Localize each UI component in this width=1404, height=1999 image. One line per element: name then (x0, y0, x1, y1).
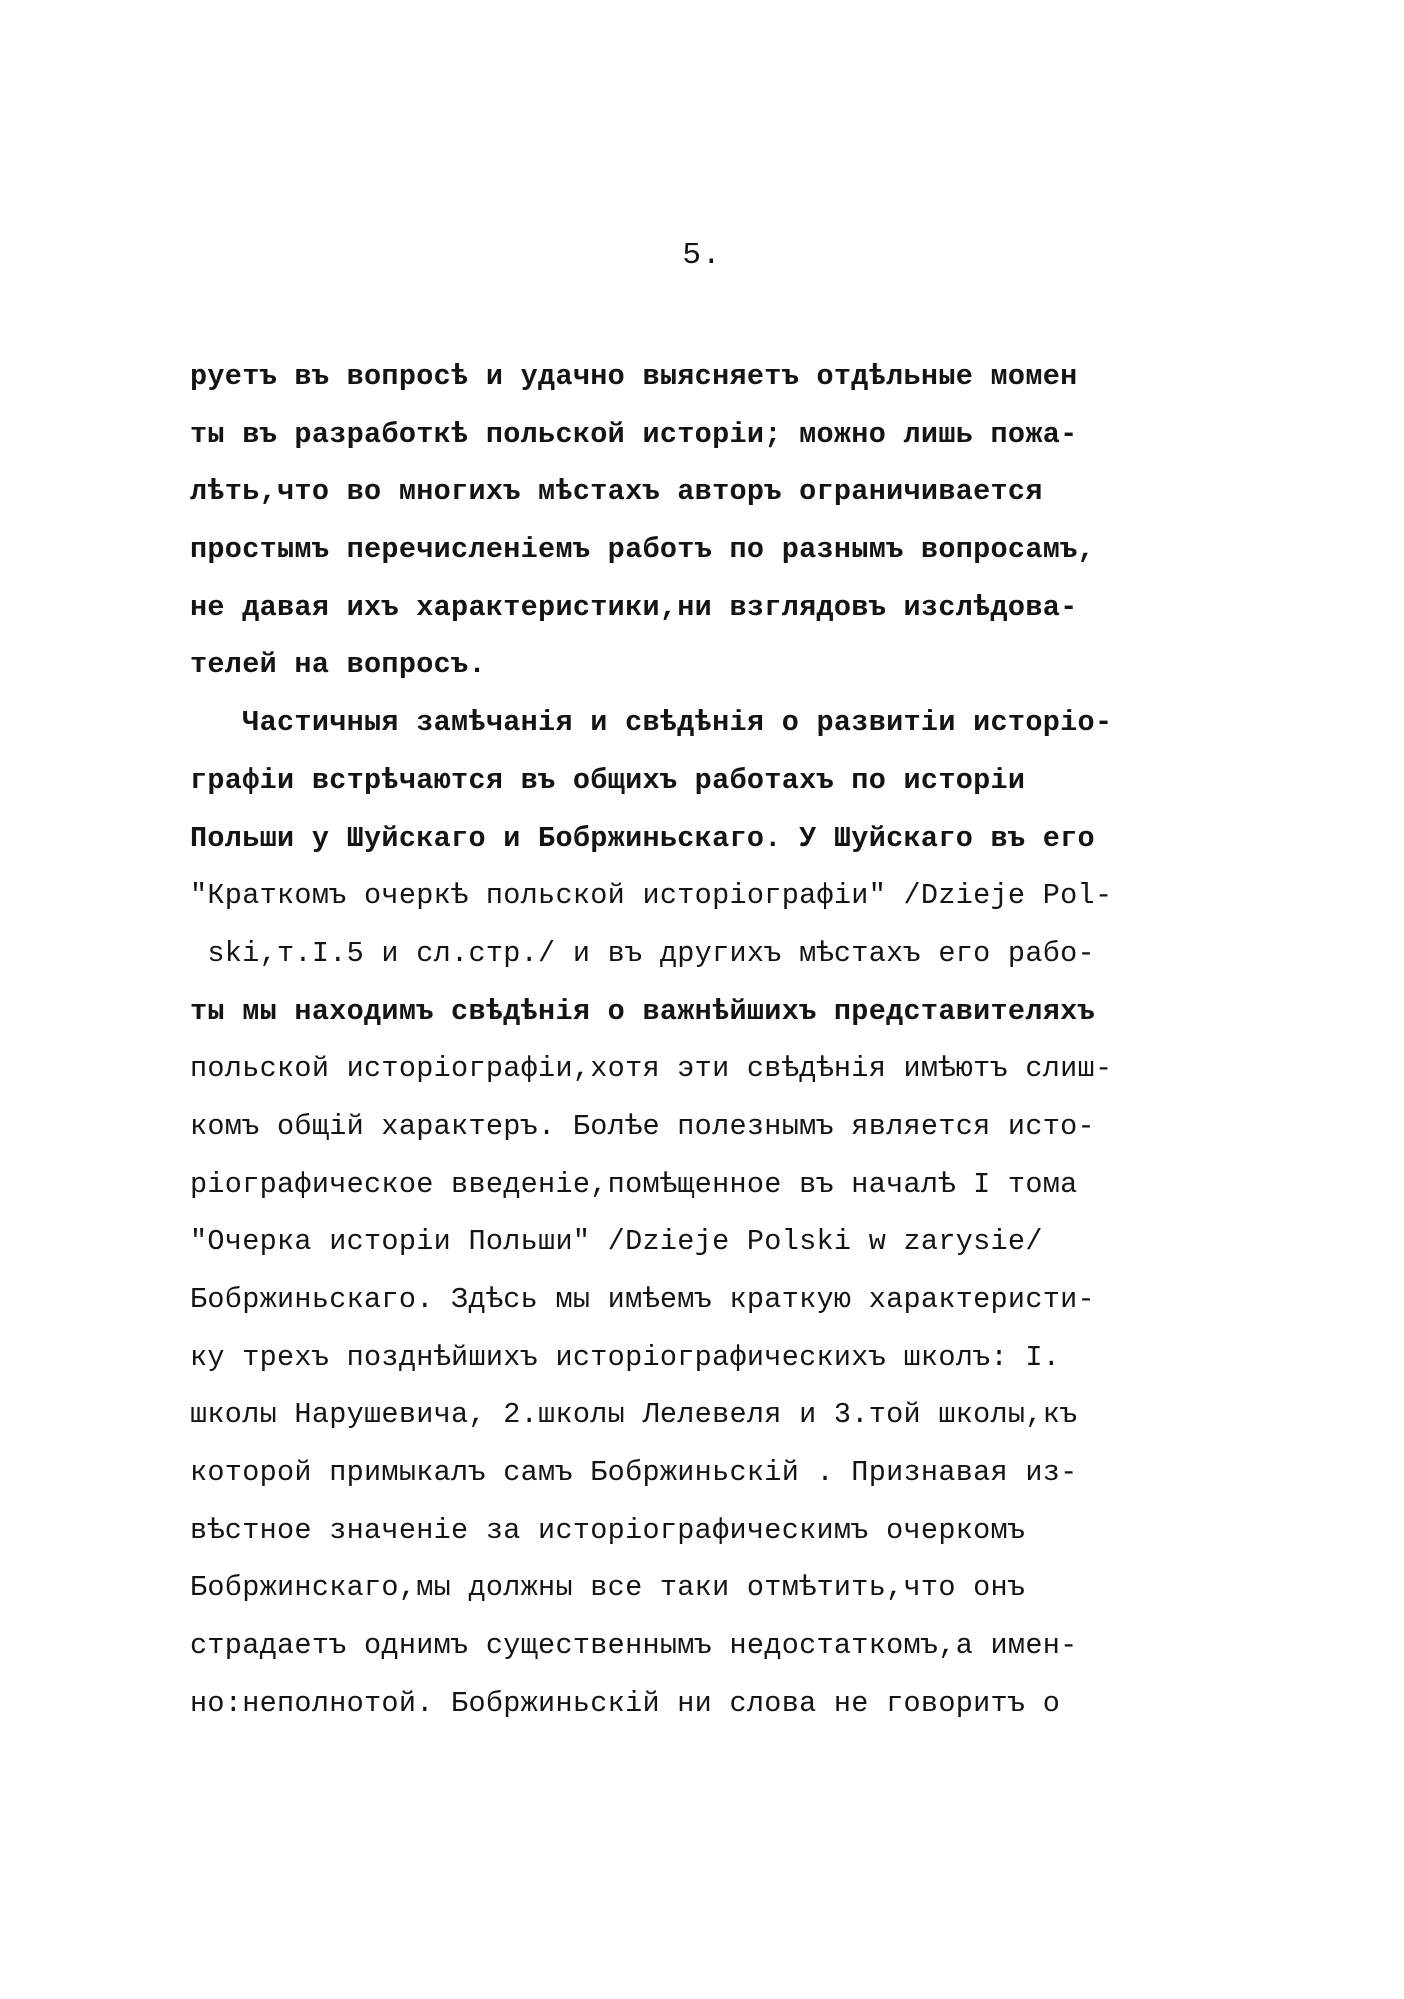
text-line: skі,т.I.5 и сл.стр./ и въ другихъ мѣстахъ его рабо- (190, 936, 1095, 970)
text-line: ку трехъ позднѣйшихъ исторіографическихъ школъ: I. (190, 1340, 1061, 1374)
text-line: которой примыкалъ самъ Бобржиньскій . Признавая из- (190, 1456, 1078, 1490)
text-line: Польши у Шуйскаго и Бобржиньскаго. У Шуйскаго въ его (190, 821, 1095, 855)
text-line: Бобржинскаго,мы должны все таки отмѣтить,что онъ (190, 1571, 1026, 1605)
text-line: Частичныя замѣчанія и свѣдѣнія о развитіи исторіо- (190, 706, 1113, 740)
text-line: "Краткомъ очеркѣ польской исторіографіи" /Dzieje Pol- (190, 879, 1113, 913)
text-line: Бобржиньскаго. Здѣсь мы имѣемъ краткую характеристи- (190, 1283, 1095, 1316)
text-line: лѣть,что во многихъ мѣстахъ авторъ ограничивается (190, 475, 1043, 509)
text-line: ріографическое введеніе,помѣщенное въ началѣ I тома (190, 1167, 1078, 1201)
text-line: школы Нарушевича, 2.школы Лелевеля и 3.той школы,къ (190, 1398, 1078, 1432)
text-line: ты въ разработкѣ польской исторіи; можно лишь пожа- (190, 417, 1078, 451)
text-line: руетъ въ вопросѣ и удачно выясняетъ отдѣльные момен (190, 360, 1078, 393)
text-line: ты мы находимъ свѣдѣнія о важнѣйшихъ представителяхъ (190, 994, 1095, 1028)
text-line: "Очерка исторіи Польши" /Dzieje Polski w zarysie/ (190, 1225, 1043, 1259)
text-line: но:неполнотой. Бобржиньскій ни слова не говоритъ о (190, 1686, 1061, 1720)
text-line: вѣстное значеніе за исторіографическимъ очеркомъ (190, 1513, 1026, 1547)
text-line: страдаетъ однимъ существеннымъ недостаткомъ,а имен- (190, 1629, 1078, 1663)
text-line: комъ общій характеръ. Болѣе полезнымъ является исто- (190, 1109, 1095, 1143)
page-number: 5. (682, 238, 722, 273)
text-line: польской исторіографіи,хотя эти свѣдѣнія имѣютъ слиш- (190, 1052, 1113, 1086)
text-line: не давая ихъ характеристики,ни взглядовъ изслѣдова- (190, 590, 1078, 624)
text-line: простымъ перечисленіемъ работъ по разнымъ вопросамъ, (190, 533, 1095, 567)
text-line: графіи встрѣчаются въ общихъ работахъ по исторіи (190, 763, 1026, 797)
text-line: телей на вопросъ. (190, 648, 486, 682)
body-text (190, 348, 1210, 1733)
